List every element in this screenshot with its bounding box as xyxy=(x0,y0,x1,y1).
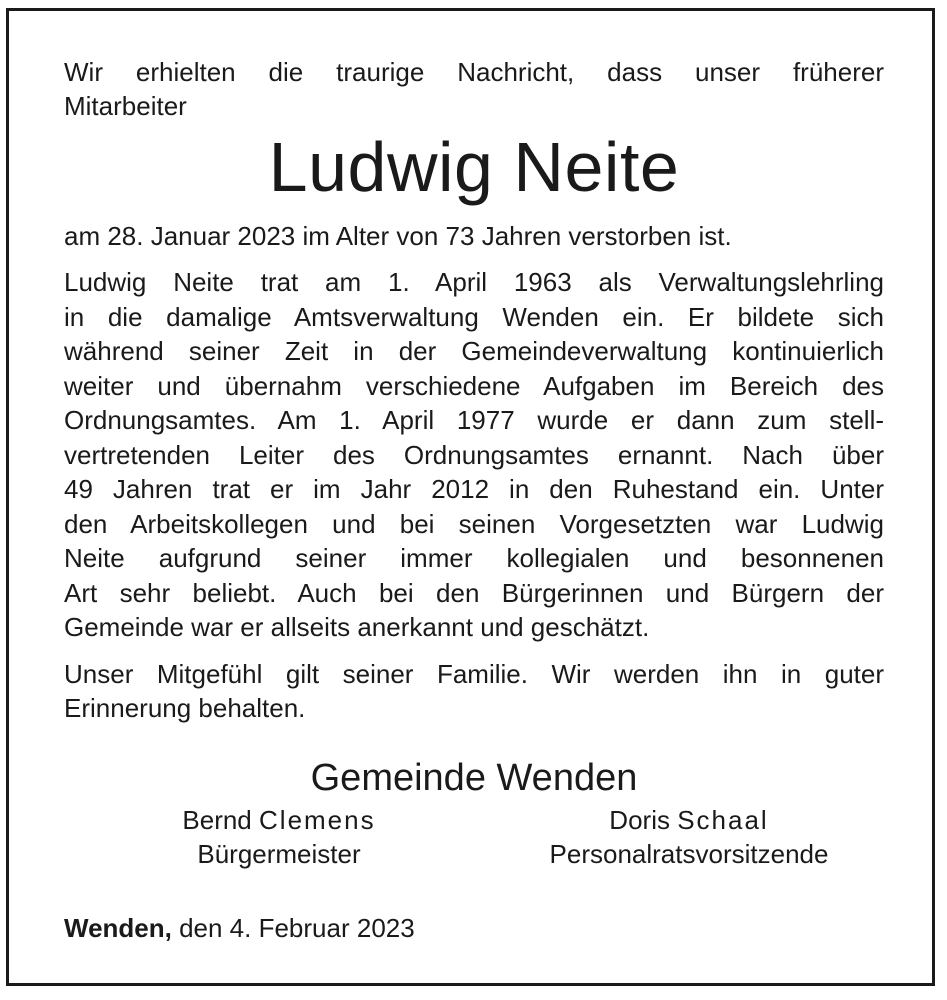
intro-line-2: Mitarbeiter xyxy=(64,91,187,121)
date-text: den 4. Februar 2023 xyxy=(171,912,415,943)
intro-line-1: Wir erhielten die traurige Nachricht, dass unser früherer xyxy=(64,57,884,87)
sympathy-line-1: Unser Mitgefühl gilt seiner Familie. Wir werden ihn in guter xyxy=(64,658,884,689)
signer-name xyxy=(494,803,884,837)
biography xyxy=(64,265,884,645)
signer-last-name: Clemens xyxy=(259,804,376,835)
signer-role: Bürgermeister xyxy=(197,838,361,869)
organization-name: Gemeinde Wenden xyxy=(310,756,638,799)
signer-first-name: Bernd xyxy=(182,804,252,835)
sympathy-text xyxy=(64,657,884,725)
death-line: am 28. Januar 2023 im Alter von 73 Jahren verstorben ist. xyxy=(64,221,732,251)
deceased-name: Ludwig Neite xyxy=(268,128,680,206)
signer-staff-council xyxy=(494,803,884,871)
obituary-notice xyxy=(64,55,884,945)
bio-line: in die damalige Amtsverwaltung Wenden ein. Er bildete sich xyxy=(64,301,884,332)
bio-line: 49 Jahren trat er im Jahr 2012 in den Ruhestand ein. Unter xyxy=(64,474,884,504)
date-line xyxy=(64,911,884,945)
signer-mayor xyxy=(64,803,494,871)
intro-text xyxy=(64,55,884,123)
bio-line: Ludwig Neite trat am 1. April 1963 als Verwaltungslehrling xyxy=(64,267,884,297)
sympathy-line-2: Erinnerung behalten. xyxy=(64,692,306,723)
bio-line: während seiner Zeit in der Gemeindeverwaltung kontinuierlich xyxy=(64,336,884,366)
bio-line: Gemeinde war er allseits anerkannt und geschätzt. xyxy=(64,612,650,642)
signer-name xyxy=(64,803,494,837)
bio-line: weiter und übernahm verschiedene Aufgaben im Bereich des xyxy=(64,370,884,401)
date-place: Wenden, xyxy=(64,912,172,943)
signer-first-name: Doris xyxy=(609,804,670,835)
signer-last-name: Schaal xyxy=(677,804,769,835)
bio-line: den Arbeitskollegen und bei seinen Vorgesetzten war Ludwig xyxy=(64,508,884,539)
signer-role: Personalratsvorsitzende xyxy=(549,838,829,869)
bio-line: Art sehr beliebt. Auch bei den Bürgerinnen und Bürgern der xyxy=(64,577,884,608)
bio-line: Neite aufgrund seiner immer kollegialen und besonnenen xyxy=(64,543,884,573)
signatories xyxy=(64,803,884,871)
bio-line: Ordnungsamtes. Am 1. April 1977 wurde er dann zum stell- xyxy=(64,405,884,435)
bio-line: vertretenden Leiter des Ordnungsamtes ernannt. Nach über xyxy=(64,439,884,470)
